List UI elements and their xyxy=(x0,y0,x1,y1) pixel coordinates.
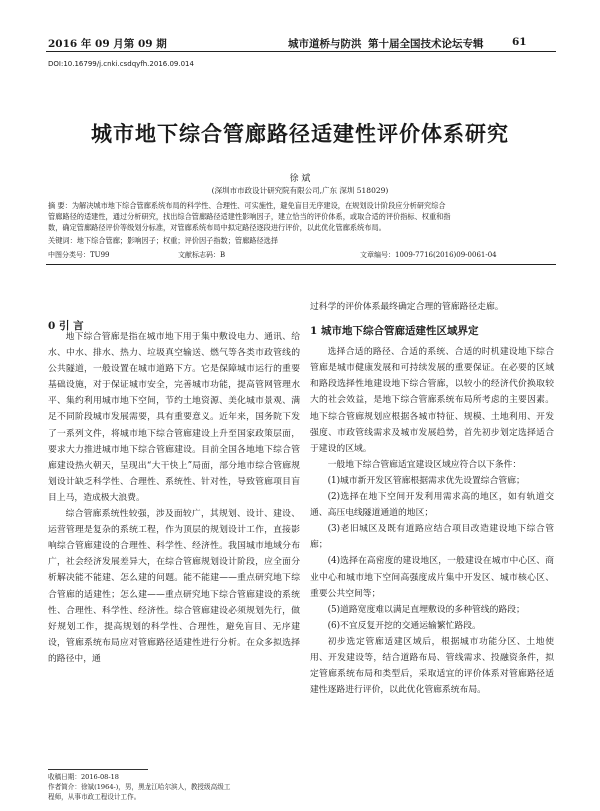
abstract xyxy=(48,200,554,234)
article-number: 文章编号：1009-7716(2016)09-0061-04 xyxy=(360,251,497,259)
section-title-1: 1 城市地下综合管廊适建性区域界定 xyxy=(310,325,479,338)
list-item: (1)城市新开发区管廊根据需求优先设置综合管廊； xyxy=(327,475,525,486)
paragraph-continuation: 过科学的评价体系最终确定合理的管廊路径走廊。 xyxy=(310,302,504,312)
running-header-special: 第十届全国技术论坛专辑 xyxy=(368,38,484,50)
footnote xyxy=(48,772,288,802)
abstract-line: 数，确定管廊路径评价等级划分标准，对管廊系统布局中拟定路径逐段进行评价，以此优化管廊系统布局。 xyxy=(48,223,386,233)
abstract-rule xyxy=(46,264,556,265)
affiliation: (深圳市市政设计研究院有限公司,广东 深圳 518029) xyxy=(211,186,389,195)
list-item: (5)道路宽度难以满足直埋敷设的多种管线的路段； xyxy=(327,604,525,615)
received-date: 收稿日期：2016-08-18 xyxy=(48,773,119,781)
doi: DOI:10.16799/j.cnki.csdqyfh.2016.09.014 xyxy=(48,60,194,68)
abstract-line: 摘 要：为解决城市地下综合管廊系统布局的科学性、合理性、可实施性，避免盲目无序建设，在规划设计阶段应分析研究综合 xyxy=(48,201,446,210)
abstract-line: 管廊路径的适建性，通过分析研究，找出综合管廊路径适建性影响因子，建立恰当的评价体系，或取合适的评价指标、权重和指 xyxy=(48,212,451,222)
paragraph: 地下综合管廊是指在城市地下用于集中敷设电力、通讯、给水、中水、排水、热力、垃圾真空输送、燃气等各类市政管线的公共隧道，一般设置在城市道路下方。它是保障城市运行的重要基础设施，对于保证城市安全，完善城市功能，提高管网管理水平、集约利用城市地下空间，节约土地资源、美化城市景观、满足不同阶段城市发展需要，具有重要意义。近年来，国务院下发了一系列文件，将城市地下综合管廊建设上升至国家政策层面，要求大力推进城市地下综合管廊建设。目前全国各地地下综合管廊建设热火朝天，呈现出“大干快上”局面，部分地市综合管廊规划设计缺乏科学性、合理性、系统性、针对性，导致管廊项目盲目上马，造成极大浪费。 xyxy=(48,332,300,503)
footnote-rule xyxy=(48,769,148,770)
author: 徐 斌 xyxy=(289,174,311,184)
list-item: (3)老旧城区及既有道路应结合项目改造建设地下综合管廊； xyxy=(310,524,554,551)
list-item: (2)选择在地下空间开发利用需求高的地区，如有轨道交通、高压电线隧道通道的地区； xyxy=(310,492,554,519)
paragraph: 选择合适的路径、合适的系统、合适的时机建设地下综合管廊是城市健康发展和可持续发展的重要保证。在必要的区域和路段选择性地建设地下综合管廊，以较小的经济代价换取较大的社会效益，是地下综合管廊系统布局所考虑的主要因素。地下综合管廊规划应根据各城市特征、规模、土地利用、开发强度、市政管线需求及城市发展趋势，首先初步划定选择适合于建设的区域。 xyxy=(310,347,554,454)
page-number: 61 xyxy=(512,36,527,48)
author-bio: 作者简介：徐斌(1964-)，男，黑龙江哈尔滨人，教授级高级工 xyxy=(48,783,231,791)
paragraph: 一般地下综合管廊适宜建设区域应符合以下条件： xyxy=(327,459,522,470)
keywords: 关键词：地下综合管廊；影响因子；权重；评价因子指数；管廊路径选择 xyxy=(48,236,279,245)
paragraph: 初步选定管廊适建区域后，根据城市功能分区、土地使用、开发建设等，结合道路布局、管线需求、投融资条件，拟定管廊系统布局和类型后，采取适宜的评价体系对管廊路径适建性逐路进行评价，以此优化管廊系统布局。 xyxy=(310,636,554,696)
left-column xyxy=(48,329,300,667)
section-title-intro: 0 引 言 xyxy=(48,320,84,332)
paragraph: 综合管廊系统性较强，涉及面较广，其规划、设计、建设、运营管理是复杂的系统工程，作为顶层的规划设计工作，直接影响综合管廊建设的合理性、科学性、经济性。我国城市地域分布广，社会经济发展差异大，在综合管廊规划设计阶段，应全面分析解决能不能建、怎么建的问题。能不能建——重点研究地下综合管廊的适建性；怎么建——重点研究地下综合管廊建设的系统性、合理性、科学性、经济性。综合管廊建设必须规划先行，做好规划工作，提高规划的科学性、合理性，避免盲目、无序建设，管廊系统布局应对管廊路径适建性进行分析。在众多拟选择的路径中，通 xyxy=(48,509,300,664)
running-header-journal: 城市道桥与防洪 xyxy=(288,38,362,50)
right-column xyxy=(310,299,554,698)
clc-number: 中图分类号：TU99 xyxy=(48,251,110,259)
article-title: 城市地下综合管廊路径适建性评价体系研究 xyxy=(91,121,509,146)
list-item: (6)不宜反复开挖的交通运输繁忙路段。 xyxy=(327,620,481,631)
running-header-issue: 2016 年 09 月第 09 期 xyxy=(48,38,167,50)
author-bio-cont: 程师，从事市政工程设计工作。 xyxy=(48,793,141,801)
header-rule xyxy=(46,51,556,52)
document-code: 文献标志码：B xyxy=(178,251,226,259)
list-item: (4)选择在高密度的建设地区，一般建设在城市中心区、商业中心和城市地下空间高强度成片集中开发区、城市核心区、重要公共空间等； xyxy=(310,556,554,599)
